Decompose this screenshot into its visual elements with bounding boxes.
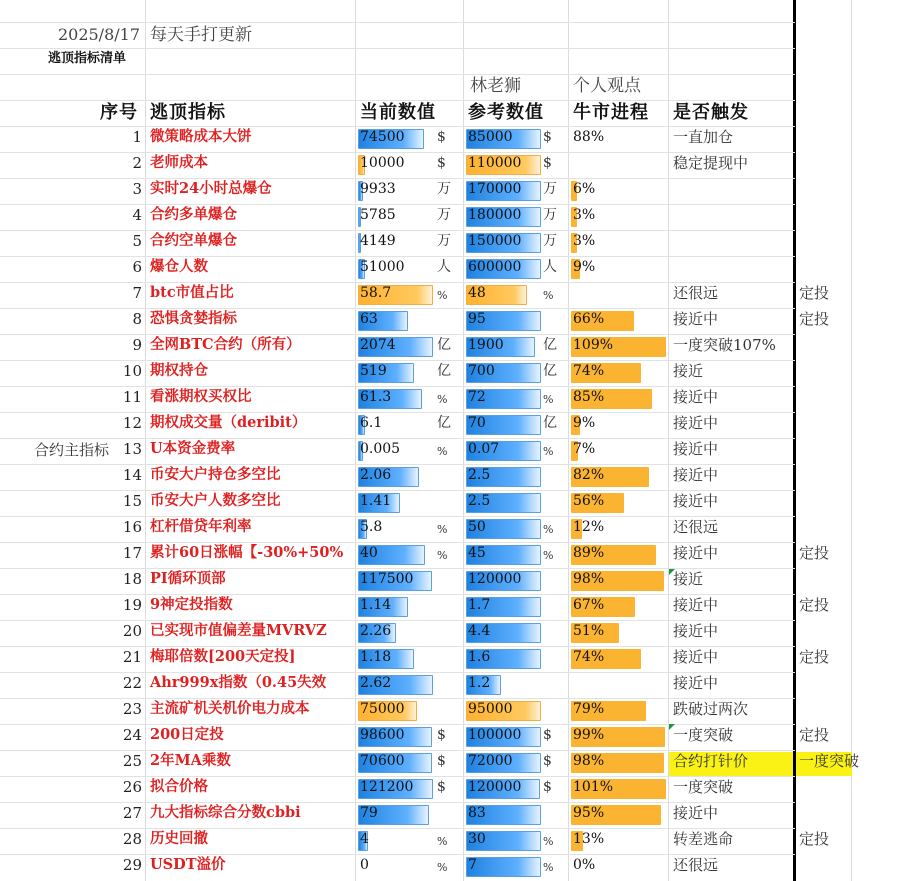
progress-value[interactable]: 101% — [573, 779, 614, 795]
trigger-status[interactable]: 接近中 — [673, 596, 719, 614]
progress-value[interactable]: 51% — [573, 623, 605, 639]
indicator-name[interactable]: 爆仓人数 — [150, 258, 208, 275]
grid-row-line — [0, 386, 795, 387]
grid-row-line — [0, 22, 795, 23]
grid-col-line — [463, 0, 464, 881]
trigger-status[interactable]: 合约打针价 — [673, 752, 749, 770]
header-triggered[interactable]: 是否触发 — [673, 102, 749, 123]
reference-value[interactable]: 30 — [468, 831, 486, 847]
progress-value[interactable]: 66% — [573, 311, 605, 327]
progress-value[interactable]: 3% — [573, 207, 596, 223]
grid-row-line — [0, 334, 795, 335]
grid-row-line — [0, 776, 795, 777]
current-value[interactable]: 74500 — [360, 129, 405, 145]
reference-value[interactable]: 50 — [468, 519, 486, 535]
progress-value[interactable]: 67% — [573, 597, 605, 613]
indicator-name[interactable]: 实时24小时总爆仓 — [150, 180, 272, 197]
trigger-status[interactable]: 一直加仓 — [673, 128, 734, 146]
header-reference[interactable]: 参考数值 — [468, 102, 544, 123]
grid-col-line — [668, 0, 669, 881]
current-value[interactable]: 9933 — [360, 181, 396, 197]
current-value[interactable]: 58.7 — [360, 285, 392, 301]
current-value[interactable]: 75000 — [360, 701, 405, 717]
indicator-name[interactable]: USDT溢价 — [150, 856, 226, 873]
progress-value[interactable]: 0% — [573, 857, 596, 873]
current-value[interactable]: 1.18 — [360, 649, 392, 665]
reference-value[interactable]: 120000 — [468, 779, 522, 795]
current-value[interactable]: 2.06 — [360, 467, 392, 483]
current-unit: 万 — [437, 207, 451, 223]
current-unit: 万 — [437, 181, 451, 197]
header-progress[interactable]: 牛市进程 — [573, 102, 649, 123]
indicator-name[interactable]: 杠杆借贷年利率 — [150, 518, 252, 535]
trigger-status[interactable]: 转差逃命 — [673, 830, 734, 848]
grid-col-line — [851, 0, 852, 881]
current-value[interactable]: 40 — [360, 545, 378, 561]
header-current[interactable]: 当前数值 — [360, 102, 436, 123]
reference-value[interactable]: 110000 — [468, 155, 522, 171]
progress-value[interactable]: 3% — [573, 233, 596, 249]
indicator-name[interactable]: 已实现市值偏差量MVRVZ — [150, 622, 327, 639]
current-unit: % — [437, 835, 448, 848]
indicator-name[interactable]: 恐惧贪婪指标 — [150, 310, 237, 327]
current-value[interactable]: 5785 — [360, 207, 396, 223]
current-unit: $ — [437, 779, 446, 795]
trigger-status[interactable]: 接近中 — [673, 804, 719, 822]
grid-col-line — [145, 0, 146, 881]
progress-value[interactable]: 9% — [573, 415, 596, 431]
reference-unit: 亿 — [543, 415, 557, 431]
indicator-name[interactable]: 拟合价格 — [150, 778, 208, 795]
reference-value[interactable]: 48 — [468, 285, 486, 301]
trigger-status[interactable]: 还很远 — [673, 856, 719, 874]
current-unit: $ — [437, 129, 446, 145]
reference-value[interactable]: 83 — [468, 805, 486, 821]
indicator-name[interactable]: 看涨期权买权比 — [150, 388, 252, 405]
extra-note[interactable]: 定投 — [799, 596, 830, 614]
indicator-name[interactable]: 币安大户持仓多空比 — [150, 466, 281, 483]
current-value[interactable]: 4149 — [360, 233, 396, 249]
row-index[interactable]: 3 — [132, 180, 142, 198]
row-index[interactable]: 11 — [122, 388, 142, 406]
progress-value[interactable]: 13% — [573, 831, 605, 847]
reference-value[interactable]: 95000 — [468, 701, 513, 717]
grid-row-line — [0, 802, 795, 803]
indicator-name[interactable]: 9神定投指数 — [150, 596, 233, 613]
reference-unit: % — [543, 549, 554, 562]
reference-unit: $ — [543, 129, 552, 145]
grid-row-line — [0, 646, 795, 647]
grid-row-line — [0, 178, 795, 179]
extra-note[interactable]: 一度突破 — [799, 752, 860, 770]
row-index[interactable]: 8 — [132, 310, 142, 328]
reference-unit: 亿 — [543, 363, 557, 379]
indicator-name[interactable]: btc市值占比 — [150, 284, 234, 301]
reference-unit: 万 — [543, 181, 557, 197]
row-index[interactable]: 13 — [122, 440, 142, 458]
trigger-status[interactable]: 稳定提现中 — [673, 154, 749, 172]
extra-note[interactable]: 定投 — [799, 726, 830, 744]
grid-row-line — [0, 750, 795, 751]
current-value[interactable]: 4 — [360, 831, 369, 847]
current-value[interactable]: 70600 — [360, 753, 405, 769]
current-unit: % — [437, 393, 448, 406]
reference-value[interactable]: 100000 — [468, 727, 522, 743]
header-index[interactable]: 序号 — [100, 102, 138, 123]
grid-row-line — [0, 308, 795, 309]
indicator-name[interactable]: 币安大户人数多空比 — [150, 492, 281, 509]
grid-row-line — [0, 256, 795, 257]
grid-row-line — [0, 412, 795, 413]
current-value[interactable]: 79 — [360, 805, 378, 821]
reference-value[interactable]: 45 — [468, 545, 486, 561]
trigger-status[interactable]: 一度突破 — [673, 778, 734, 796]
reference-unit: 人 — [543, 259, 557, 275]
current-unit: 亿 — [437, 415, 451, 431]
current-unit: % — [437, 549, 448, 562]
current-value[interactable]: 61.3 — [360, 389, 392, 405]
current-value[interactable]: 2.62 — [360, 675, 392, 691]
progress-value[interactable]: 98% — [573, 753, 605, 769]
current-unit: % — [437, 523, 448, 536]
current-value[interactable]: 117500 — [360, 571, 414, 587]
extra-note[interactable]: 定投 — [799, 284, 830, 302]
indicator-name[interactable]: 合约多单爆仓 — [150, 206, 237, 223]
reference-unit: % — [543, 289, 554, 302]
grid-row-line — [0, 204, 795, 205]
indicator-name[interactable]: 微策略成本大饼 — [150, 128, 252, 145]
grid-row-line — [0, 464, 795, 465]
row-index[interactable]: 6 — [132, 258, 142, 276]
trigger-status[interactable]: 接近中 — [673, 310, 719, 328]
trigger-status[interactable]: 接近中 — [673, 622, 719, 640]
indicator-name[interactable]: 主流矿机关机价电力成本 — [150, 700, 310, 717]
row-index[interactable]: 24 — [122, 726, 142, 744]
row-index[interactable]: 26 — [122, 778, 142, 796]
list-title-cell[interactable]: 逃顶指标清单 — [48, 51, 127, 66]
reference-value[interactable]: 120000 — [468, 571, 522, 587]
indicator-name[interactable]: 200日定投 — [150, 726, 224, 743]
indicator-name[interactable]: 老师成本 — [150, 154, 208, 171]
indicator-name[interactable]: 合约空单爆仓 — [150, 232, 237, 249]
reference-unit: % — [543, 393, 554, 406]
current-unit: 人 — [437, 259, 451, 275]
current-value[interactable]: 63 — [360, 311, 378, 327]
trigger-status[interactable]: 跌破过两次 — [673, 700, 749, 718]
grid-row-line — [0, 360, 795, 361]
current-value[interactable]: 51000 — [360, 259, 405, 275]
grid-row-line — [0, 854, 795, 855]
grid-row-line — [0, 490, 795, 491]
progress-value[interactable]: 99% — [573, 727, 605, 743]
extra-note[interactable]: 定投 — [799, 830, 830, 848]
current-unit: 万 — [437, 233, 451, 249]
date-cell[interactable]: 2025/8/17 — [57, 25, 140, 44]
indicator-name[interactable]: 累计60日涨幅【-30%+50% — [150, 544, 344, 561]
grid-row-line — [0, 100, 795, 101]
row-index[interactable]: 27 — [122, 804, 142, 822]
grid-row-line — [0, 438, 795, 439]
row-index[interactable]: 2 — [132, 154, 142, 172]
reference-value[interactable]: 1.6 — [468, 649, 491, 665]
grid-row-line — [0, 516, 795, 517]
reference-value[interactable]: 95 — [468, 311, 486, 327]
current-unit: $ — [437, 155, 446, 171]
reference-unit: % — [543, 835, 554, 848]
current-value[interactable]: 6.1 — [360, 415, 383, 431]
grid-col-line — [355, 0, 356, 881]
progress-value[interactable]: 88% — [573, 129, 605, 145]
row-index[interactable]: 17 — [122, 544, 142, 562]
indicator-name[interactable]: PI循环顶部 — [150, 570, 226, 587]
row-index[interactable]: 4 — [132, 206, 142, 224]
trigger-status[interactable]: 还很远 — [673, 284, 719, 302]
freeze-divider[interactable] — [793, 0, 796, 881]
reference-value[interactable]: 180000 — [468, 207, 522, 223]
row-index[interactable]: 9 — [132, 336, 142, 354]
row-index[interactable]: 10 — [122, 362, 142, 380]
progress-value[interactable]: 7% — [573, 441, 596, 457]
extra-note[interactable]: 定投 — [799, 310, 830, 328]
row-index[interactable]: 29 — [122, 856, 142, 874]
row-index[interactable]: 21 — [122, 648, 142, 666]
grid-row-line — [0, 152, 795, 153]
current-value[interactable]: 1.14 — [360, 597, 392, 613]
grid-row-line — [0, 594, 795, 595]
trigger-status[interactable]: 接近中 — [673, 388, 719, 406]
reference-value[interactable]: 1.2 — [468, 675, 491, 691]
reference-value[interactable]: 700 — [468, 363, 495, 379]
reference-value[interactable]: 7 — [468, 857, 477, 873]
header-indicator[interactable]: 逃顶指标 — [150, 102, 226, 123]
trigger-status[interactable]: 接近中 — [673, 466, 719, 484]
row-index[interactable]: 20 — [122, 622, 142, 640]
reference-value[interactable]: 72 — [468, 389, 486, 405]
grid-row-line — [0, 74, 795, 75]
reference-unit: % — [543, 861, 554, 874]
grid-row-line — [0, 48, 795, 49]
row-index[interactable]: 18 — [122, 570, 142, 588]
current-unit: % — [437, 445, 448, 458]
progress-value[interactable]: 109% — [573, 337, 614, 353]
current-unit: % — [437, 289, 448, 302]
current-value[interactable]: 0 — [360, 857, 369, 873]
trigger-status[interactable]: 还很远 — [673, 518, 719, 536]
reference-value[interactable]: 2.5 — [468, 467, 491, 483]
trigger-status[interactable]: 接近中 — [673, 492, 719, 510]
reference-value[interactable]: 4.4 — [468, 623, 491, 639]
reference-value[interactable]: 85000 — [468, 129, 513, 145]
indicator-name[interactable]: 期权持仓 — [150, 362, 208, 379]
trigger-status[interactable]: 一度突破 — [673, 726, 734, 744]
progress-value[interactable]: 74% — [573, 363, 605, 379]
progress-value[interactable]: 12% — [573, 519, 605, 535]
grid-row-line — [0, 672, 795, 673]
trigger-status[interactable]: 接近 — [673, 362, 704, 380]
grid-row-line — [0, 620, 795, 621]
indicator-name[interactable]: 历史回撤 — [150, 830, 208, 847]
extra-note[interactable]: 定投 — [799, 544, 830, 562]
reference-unit: 亿 — [543, 337, 557, 353]
current-unit: % — [437, 861, 448, 874]
progress-value[interactable]: 95% — [573, 805, 605, 821]
grid-col-line — [568, 0, 569, 881]
current-unit: 亿 — [437, 337, 451, 353]
reference-value[interactable]: 170000 — [468, 181, 522, 197]
reference-value[interactable]: 1.7 — [468, 597, 491, 613]
current-value[interactable]: 5.8 — [360, 519, 383, 535]
row-index[interactable]: 16 — [122, 518, 142, 536]
current-value[interactable]: 2.26 — [360, 623, 392, 639]
row-index[interactable]: 23 — [122, 700, 142, 718]
opinion-label-cell[interactable]: 个人观点 — [573, 76, 641, 96]
indicator-name[interactable]: 九大指标综合分数cbbi — [150, 804, 301, 821]
grid-row-line — [0, 568, 795, 569]
trigger-status[interactable]: 接近中 — [673, 414, 719, 432]
trigger-status[interactable]: 接近中 — [673, 648, 719, 666]
trigger-status[interactable]: 接近中 — [673, 544, 719, 562]
reference-value[interactable]: 0.07 — [468, 441, 500, 457]
reference-unit: % — [543, 445, 554, 458]
indicator-name[interactable]: 全网BTC合约（所有） — [150, 336, 301, 353]
progress-value[interactable]: 98% — [573, 571, 605, 587]
grid-row-line — [0, 230, 795, 231]
reference-unit: $ — [543, 779, 552, 795]
trigger-status[interactable]: 一度突破107% — [673, 336, 776, 354]
reference-value[interactable]: 1900 — [468, 337, 504, 353]
row-index[interactable]: 28 — [122, 830, 142, 848]
reference-value-bar — [466, 857, 541, 877]
row-index[interactable]: 7 — [132, 284, 142, 302]
reference-unit: $ — [543, 155, 552, 171]
grid-row-line — [0, 724, 795, 725]
progress-value[interactable]: 79% — [573, 701, 605, 717]
row-index[interactable]: 12 — [122, 414, 142, 432]
reference-value[interactable]: 2.5 — [468, 493, 491, 509]
reference-unit: $ — [543, 727, 552, 743]
teacher-label-cell[interactable]: 林老狮 — [470, 76, 521, 96]
row-index[interactable]: 14 — [122, 466, 142, 484]
reference-value[interactable]: 600000 — [468, 259, 522, 275]
progress-value[interactable]: 89% — [573, 545, 605, 561]
grid-row-line — [0, 698, 795, 699]
indicator-name[interactable]: Ahr999x指数（0.45失效 — [150, 674, 327, 691]
current-value[interactable]: 519 — [360, 363, 387, 379]
reference-unit: % — [543, 523, 554, 536]
reference-value[interactable]: 72000 — [468, 753, 513, 769]
grid-row-line — [0, 126, 795, 127]
row-index[interactable]: 5 — [132, 232, 142, 250]
progress-value[interactable]: 74% — [573, 649, 605, 665]
reference-value[interactable]: 70 — [468, 415, 486, 431]
row-index[interactable]: 15 — [122, 492, 142, 510]
reference-value[interactable]: 150000 — [468, 233, 522, 249]
grid-row-line — [0, 828, 795, 829]
progress-value[interactable]: 82% — [573, 467, 605, 483]
current-value[interactable]: 1.41 — [360, 493, 392, 509]
trigger-status[interactable]: 接近 — [673, 570, 704, 588]
current-unit: $ — [437, 753, 446, 769]
current-value[interactable]: 2074 — [360, 337, 396, 353]
reference-unit: $ — [543, 753, 552, 769]
trigger-status[interactable]: 接近中 — [673, 674, 719, 692]
progress-value[interactable]: 85% — [573, 389, 605, 405]
current-value[interactable]: 121200 — [360, 779, 414, 795]
grid-row-line — [0, 542, 795, 543]
indicator-name[interactable]: 梅耶倍数[200天定投] — [150, 648, 296, 665]
row-index[interactable]: 25 — [122, 752, 142, 770]
current-value[interactable]: 10000 — [360, 155, 405, 171]
progress-value[interactable]: 9% — [573, 259, 596, 275]
indicator-name[interactable]: 期权成交量（deribit） — [150, 414, 307, 431]
current-value[interactable]: 98600 — [360, 727, 405, 743]
contract-main-label[interactable]: 合约主指标 — [34, 441, 110, 459]
trigger-status[interactable]: 接近中 — [673, 440, 719, 458]
update-note-cell[interactable]: 每天手打更新 — [150, 25, 252, 45]
row-index[interactable]: 19 — [122, 596, 142, 614]
reference-unit: 万 — [543, 207, 557, 223]
indicator-name[interactable]: U本资金费率 — [150, 440, 236, 457]
current-unit: 亿 — [437, 363, 451, 379]
row-index[interactable]: 1 — [132, 128, 142, 146]
current-unit: $ — [437, 727, 446, 743]
reference-unit: 万 — [543, 233, 557, 249]
indicator-name[interactable]: 2年MA乘数 — [150, 752, 231, 769]
progress-value[interactable]: 56% — [573, 493, 605, 509]
progress-value[interactable]: 6% — [573, 181, 596, 197]
grid-row-line — [0, 282, 795, 283]
row-index[interactable]: 22 — [122, 674, 142, 692]
current-value[interactable]: 0.005 — [360, 441, 401, 457]
extra-note[interactable]: 定投 — [799, 648, 830, 666]
